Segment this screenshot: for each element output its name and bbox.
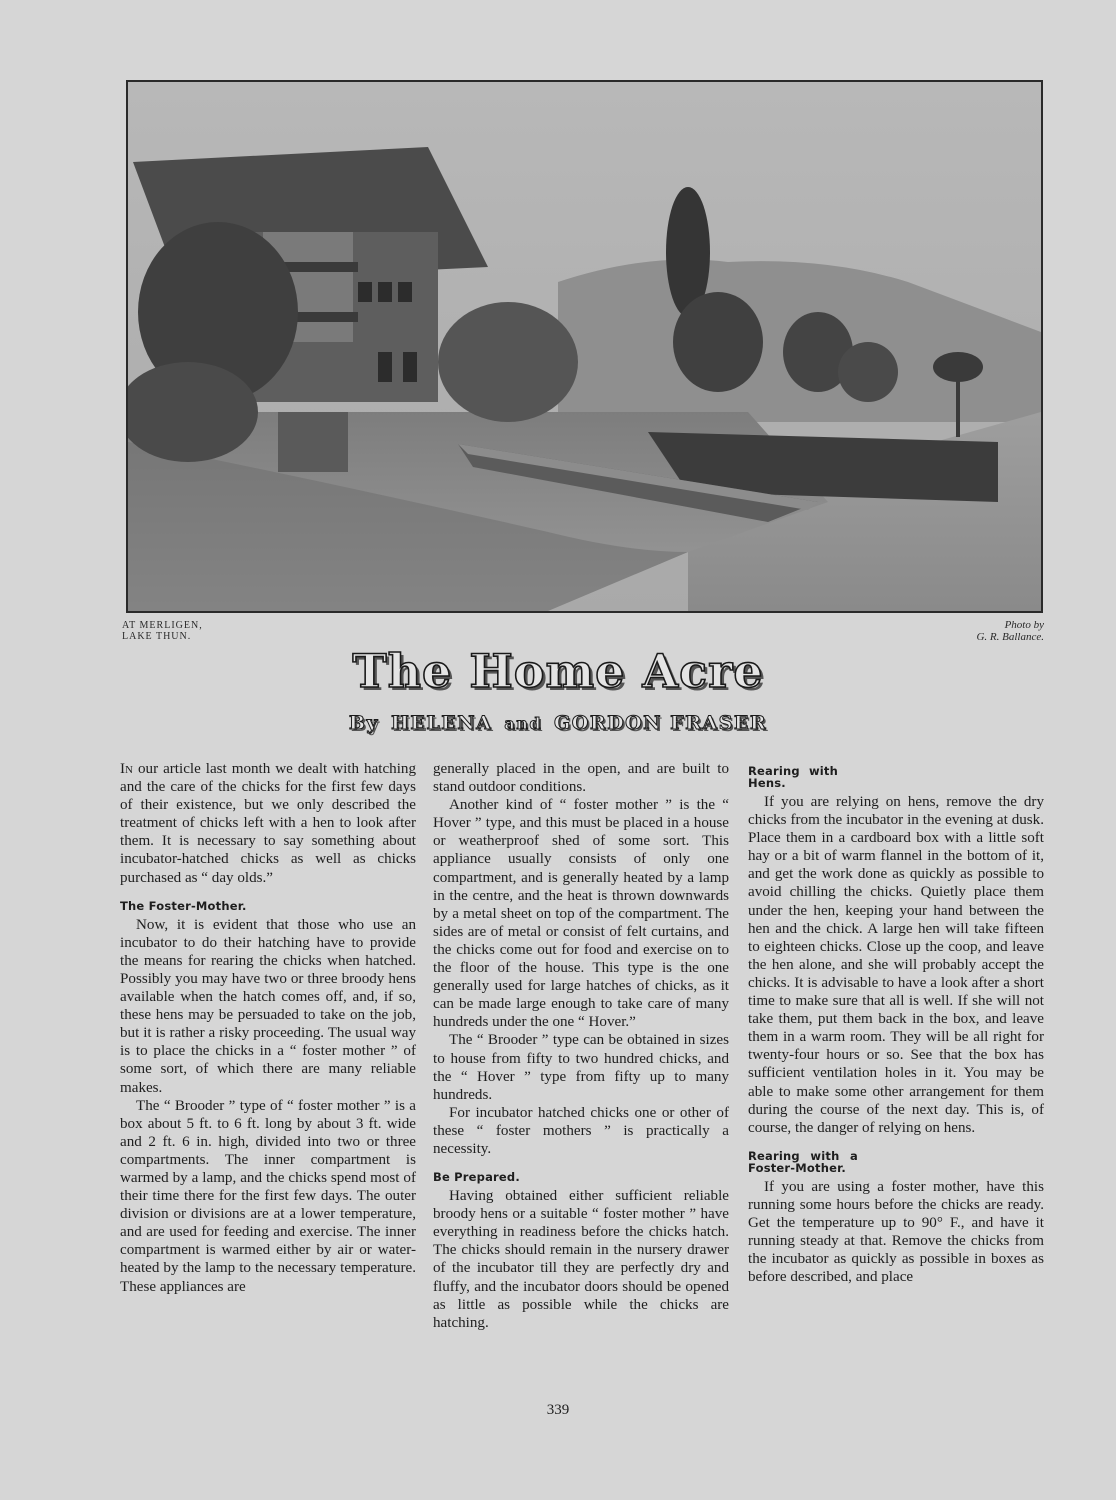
section-heading: Rearing with Hens. xyxy=(748,764,838,790)
paragraph xyxy=(120,760,416,887)
photo-credit xyxy=(976,619,1044,643)
byline-name-1: HELENA xyxy=(390,712,493,734)
paragraph: The “ Brooder ” type can be obtained in sizes to house from fifty to two hundred chicks, and the “ Hover ” type from fifty up to many hundreds. xyxy=(433,1032,729,1103)
byline-and: and xyxy=(504,714,543,733)
text-column-2 xyxy=(433,760,729,1332)
paragraph-text: our article last month we dealt with hatching and the care of the chicks for the first few days of their existence, but we only described the treatment of chicks left with a hen to look after them. It is necessary to say something about incubator-hatched chicks as well as chicks purchased as “ day olds.” xyxy=(120,761,416,886)
text-column-1 xyxy=(120,760,416,1296)
paragraph: Having obtained either sufficient reliable broody hens or a suitable “ foster mother ” have everything in readiness before the chicks hatch. The chicks should remain in the nursery drawer of the incubator till they are perfectly dry and fluffy, and the incubator doors should be opened as little as possible while the chicks are hatching. xyxy=(433,1188,729,1331)
byline-name-2: GORDON FRASER xyxy=(554,712,768,734)
caption-line: LAKE THUN. xyxy=(122,631,192,642)
lake-house-photo xyxy=(126,80,1043,613)
article-title: The Home Acre xyxy=(352,644,764,698)
caption-line: AT MERLIGEN, xyxy=(122,620,203,631)
page-number: 339 xyxy=(546,1402,570,1418)
paragraph: Another kind of “ foster mother ” is the “ Hover ” type, and this must be placed in a house or weatherproof shed of some sort. This appliance usually consists of only one compartment, and is generally heated by a lamp in the centre, and the heat is thrown downwards by a metal sheet on top of the compartment. The sides are of metal or consist of felt curtains, and the chicks come out for food and exercise on to the floor of the house. This type is the one generally used for large hatches of chicks, as it can be made large enough to take care of many hundreds under the one “ Hover.” xyxy=(433,797,729,1031)
credit-line: G. R. Ballance. xyxy=(976,631,1044,643)
section-heading: Be Prepared. xyxy=(433,1170,520,1185)
paragraph: For incubator hatched chicks one or other of these “ foster mothers ” is practically a necessity. xyxy=(433,1104,729,1157)
section-heading: The Foster-Mother. xyxy=(120,898,247,913)
photo-illustration xyxy=(128,82,1041,611)
paragraph: Now, it is evident that those who use an incubator to do their hatching have to provide the means for rearing the chicks when hatched. Possibly you may have two or three broody hens available when the hatch comes off, and, if so, these hens may be persuaded to take on the job, but it is rather a risky proceeding. The usual way is to place the chicks in a “ foster mother ” of some sort, of which there are many reliable makes. xyxy=(120,916,416,1096)
paragraph: If you are using a foster mother, have this running some hours before the chicks are ready. Get the temperature up to 90° F., and have it running steady at that. Remove the chicks from the incubator as quickly as possible in boxes as before described, and place xyxy=(748,1178,1044,1286)
article-byline xyxy=(0,712,1116,734)
paragraph: If you are relying on hens, remove the dry chicks from the incubator in the evening at dusk. Place them in a cardboard box with a little soft hay or a bit of warm flannel in the bottom of it, and get the work done as quickly as possible to avoid chilling the chicks. Quietly place them under the hen, keeping your hand between the hen and the chick. A large hen will take fifteen to eighteen chicks. Close up the coop, and leave the hen alone, and she will probably accept the chicks. It is advisable to have a look after a short time to make sure that all is well. If she will not take them, put them back in the box, and leave them in a warm room. They will be all right for twenty-four hours or so. See that the box has sufficient ventilation holes in it. You may be able to make some other arrangement for them during the course of the next day. This is, of course, the danger of relying on hens. xyxy=(748,794,1044,1136)
byline-by: By xyxy=(348,712,379,734)
paragraph: generally placed in the open, and are built to stand outdoor conditions. xyxy=(433,761,729,796)
text-column-3 xyxy=(748,760,1044,1286)
drop-word: In xyxy=(120,761,133,777)
section-heading: Rearing with a Foster-Mother. xyxy=(748,1148,858,1175)
paragraph: The “ Brooder ” type of “ foster mother ” is a box about 5 ft. to 6 ft. long by about 3 ft. wide and 2 ft. 6 in. high, divided into two or three compartments. The inner compartment is warmed by a lamp, and the chicks spend most of their time there for the first few days. The outer division or divisions are at a lower temperature, and are used for feeding and exercise. The inner compartment is warmed either by air or water-heated by the lamp to the necessary temperature. These appliances are xyxy=(120,1097,416,1295)
photo-caption-location xyxy=(122,620,203,642)
credit-line: Photo by xyxy=(1004,619,1044,631)
